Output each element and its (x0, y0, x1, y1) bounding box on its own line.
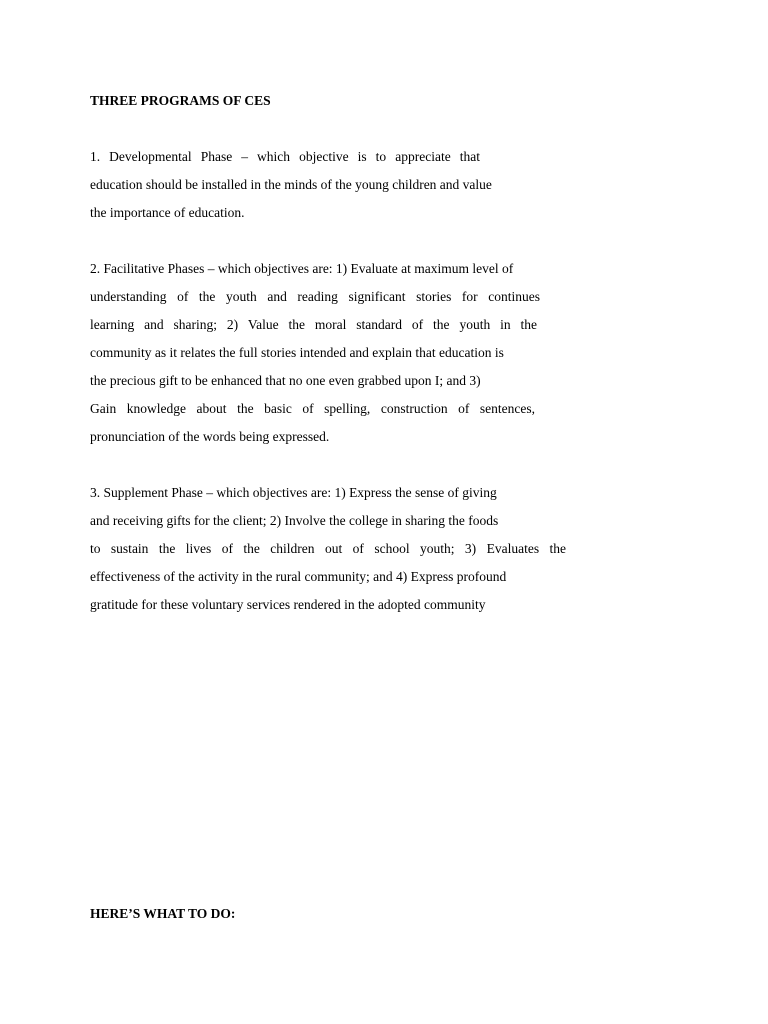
paragraph-line: 2. Facilitative Phases – which objectives are: 1) Evaluate at maximum level of (90, 261, 514, 276)
paragraph-line: understanding of the youth and reading significant stories for continues (90, 289, 540, 304)
paragraph-line: to sustain the lives of the children out of school youth; 3) Evaluates the (90, 541, 566, 556)
section-facilitative-phases-intro (90, 255, 513, 283)
section-developmental-phase-continued (90, 171, 492, 227)
paragraph-line: learning and sharing; 2) Value the moral standard of the youth in the (90, 317, 537, 332)
section-supplement-phase-justified (90, 535, 566, 563)
paragraph-line: community as it relates the full stories intended and explain that education is (90, 345, 504, 360)
section-facilitative-phases-end (90, 423, 329, 451)
section-facilitative-phases-body (90, 339, 504, 395)
paragraph-line: pronunciation of the words being expressed. (90, 429, 330, 444)
paragraph-line: education should be installed in the minds of the young children and value (90, 177, 492, 192)
instructions-heading: HERE’S WHAT TO DO: (90, 906, 236, 921)
paragraph-line: effectiveness of the activity in the rural community; and 4) Express profound (90, 569, 507, 584)
section-supplement-phase-end (90, 563, 506, 619)
section-facilitative-phases-justified-a (90, 283, 540, 311)
paragraph-line: gratitude for these voluntary services rendered in the adopted community (90, 597, 486, 612)
section-facilitative-phases-justified-b (90, 311, 537, 339)
paragraph-line: 3. Supplement Phase – which objectives are: 1) Express the sense of giving (90, 485, 497, 500)
paragraph-line: the precious gift to be enhanced that no one even grabbed upon I; and 3) (90, 373, 481, 388)
section-facilitative-phases-justified-c (90, 395, 535, 423)
paragraph-line: and receiving gifts for the client; 2) Involve the college in sharing the foods (90, 513, 499, 528)
paragraph-line: 1. Developmental Phase – which objective is to appreciate that (90, 149, 480, 164)
paragraph-line: Gain knowledge about the basic of spelling, construction of sentences, (90, 401, 535, 416)
section-developmental-phase (90, 143, 480, 171)
document-title: THREE PROGRAMS OF CES (90, 93, 271, 108)
paragraph-line: the importance of education. (90, 205, 245, 220)
section-supplement-phase (90, 479, 498, 535)
